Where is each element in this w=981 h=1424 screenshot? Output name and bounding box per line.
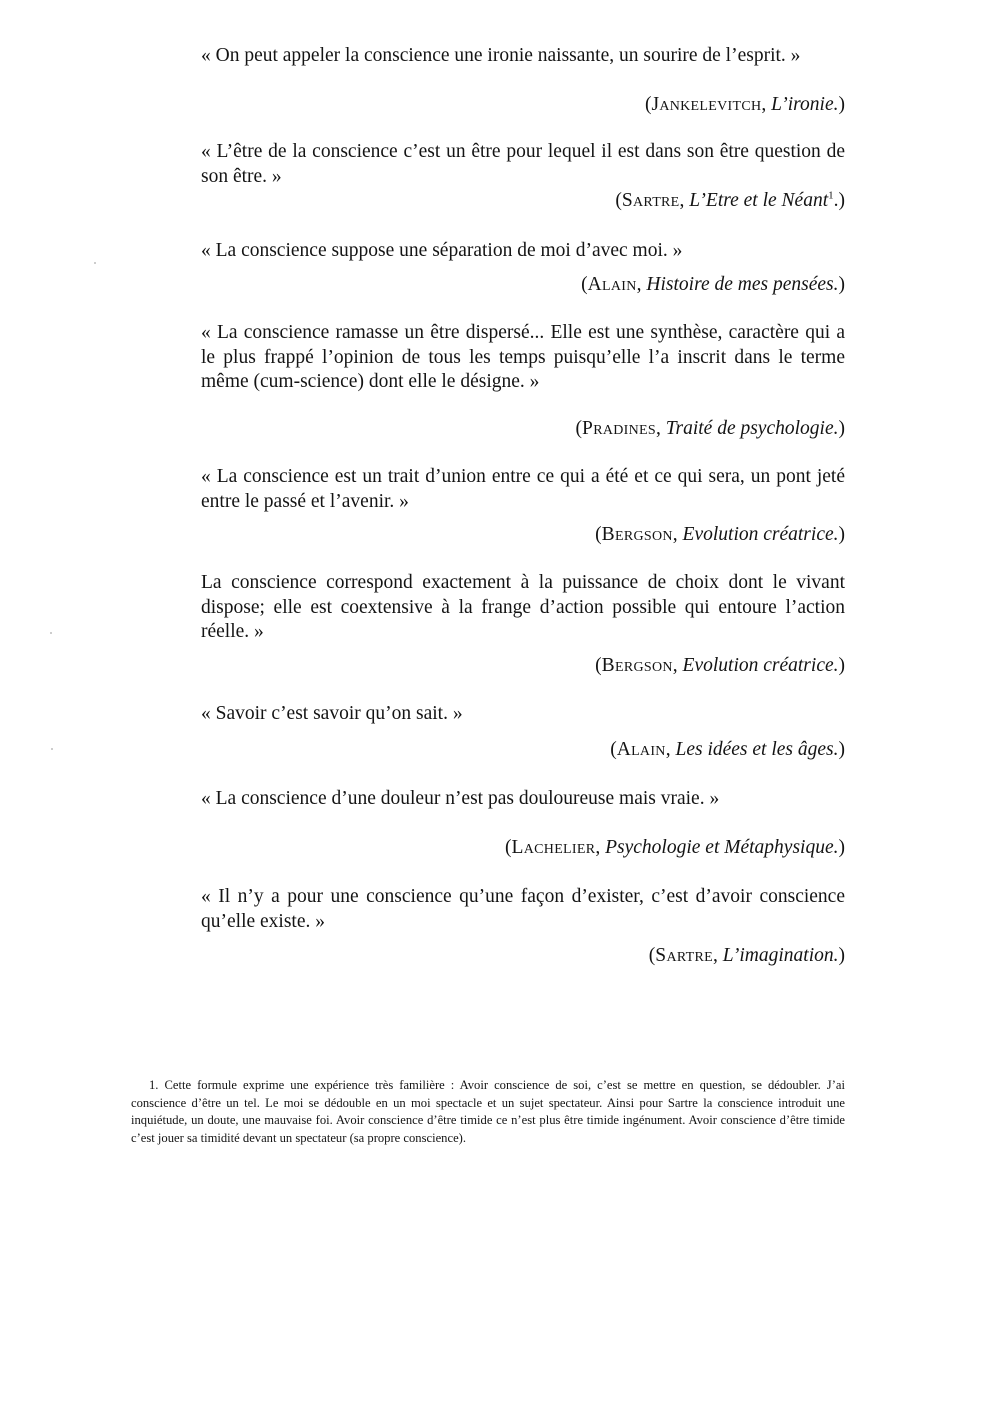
margin-mark: [51, 748, 53, 750]
quote-attribution: (Alain, Histoire de mes pensées.): [581, 274, 845, 295]
author-name: Pradines: [582, 418, 656, 439]
work-title: L’Etre et le Néant: [689, 190, 829, 211]
author-name: Sartre: [621, 190, 680, 211]
quote-attribution: (Jankelevitch, L’ironie.): [644, 94, 845, 115]
quote-text: « On peut appeler la conscience une ironie naissante, un sourire de l’esprit. »: [201, 45, 801, 66]
quote-text: « Savoir c’est savoir qu’on sait. »: [201, 703, 463, 724]
quote-text: « Il n’y a pour une conscience qu’une façon d’exister, c’est d’avoir conscience qu’elle existe. »: [201, 886, 845, 932]
quote-text: « L’être de la conscience c’est un être pour lequel il est dans son être question de son être. »: [201, 141, 845, 187]
work-title: Evolution créatrice.: [682, 524, 839, 545]
quote-text: La conscience correspond exactement à la puissance de choix dont le vivant dispose; elle est coextensive à la frange d’action possible qui entoure l’action réelle. »: [201, 572, 845, 642]
quote-attribution: (Pradines, Traité de psychologie.): [575, 418, 845, 439]
margin-mark: [94, 262, 96, 264]
author-name: Alain: [587, 274, 637, 295]
footnote-number: 1.: [149, 1078, 159, 1092]
work-title: Histoire de mes pensées.: [646, 274, 839, 295]
work-title: Les idées et les âges.: [675, 739, 839, 760]
author-name: Alain: [616, 739, 666, 760]
quote-text: « La conscience suppose une séparation de moi d’avec moi. »: [201, 240, 683, 261]
quote-text: « La conscience d’une douleur n’est pas douloureuse mais vraie. »: [201, 788, 720, 809]
quote-attribution: (Sartre, L’imagination.): [648, 945, 845, 966]
work-title: Psychologie et Métaphysique.: [605, 837, 839, 858]
work-title: Evolution créatrice.: [682, 655, 839, 676]
quote-attribution: (Alain, Les idées et les âges.): [610, 739, 845, 760]
quote-text: « La conscience est un trait d’union entre ce qui a été et ce qui sera, un pont jeté entre le passé et l’avenir. »: [201, 466, 845, 512]
footnote-reference: 1: [828, 189, 834, 202]
footnote: [131, 1077, 845, 1147]
quote-attribution: (Lachelier, Psychologie et Métaphysique.): [505, 837, 845, 858]
author-name: Bergson: [601, 655, 673, 676]
work-title: Traité de psychologie.: [665, 418, 839, 439]
quote-attribution: (Sartre, L’Etre et le Néant$^1$.): [615, 189, 845, 211]
quote-text: « La conscience ramasse un être dispersé... Elle est une synthèse, caractère qui a le plus frappé l’opinion de tous les temps puisqu’elle l’a inscrit dans le terme même (cum-science) dont elle le désigne. »: [201, 322, 845, 392]
work-title: L’imagination.: [722, 945, 839, 966]
quote-attribution: (Bergson, Evolution créatrice.): [595, 524, 845, 545]
work-title: L’ironie.: [771, 94, 839, 115]
footnote-text: Cette formule exprime une expérience très familière : Avoir conscience de soi, c’est se mettre en question, se dédoubler. J’ai conscience d’être un tel. Le moi se dédouble en un moi spectacle et un sujet spectateur. Ainsi pour Sartre la conscience introduit une inquiétude, un doute, une mauvaise foi. Avoir conscience d’être timide ce n’est plus être timide ingénument. Avoir conscience d’être timide c’est jouer sa timidité devant un spectateur (sa propre conscience).: [131, 1078, 845, 1145]
author-name: Jankelevitch: [651, 94, 762, 115]
author-name: Bergson: [601, 524, 673, 545]
author-name: Lachelier: [511, 837, 596, 858]
margin-mark: [50, 632, 52, 634]
quote-attribution: (Bergson, Evolution créatrice.): [595, 655, 845, 676]
author-name: Sartre: [655, 945, 713, 966]
